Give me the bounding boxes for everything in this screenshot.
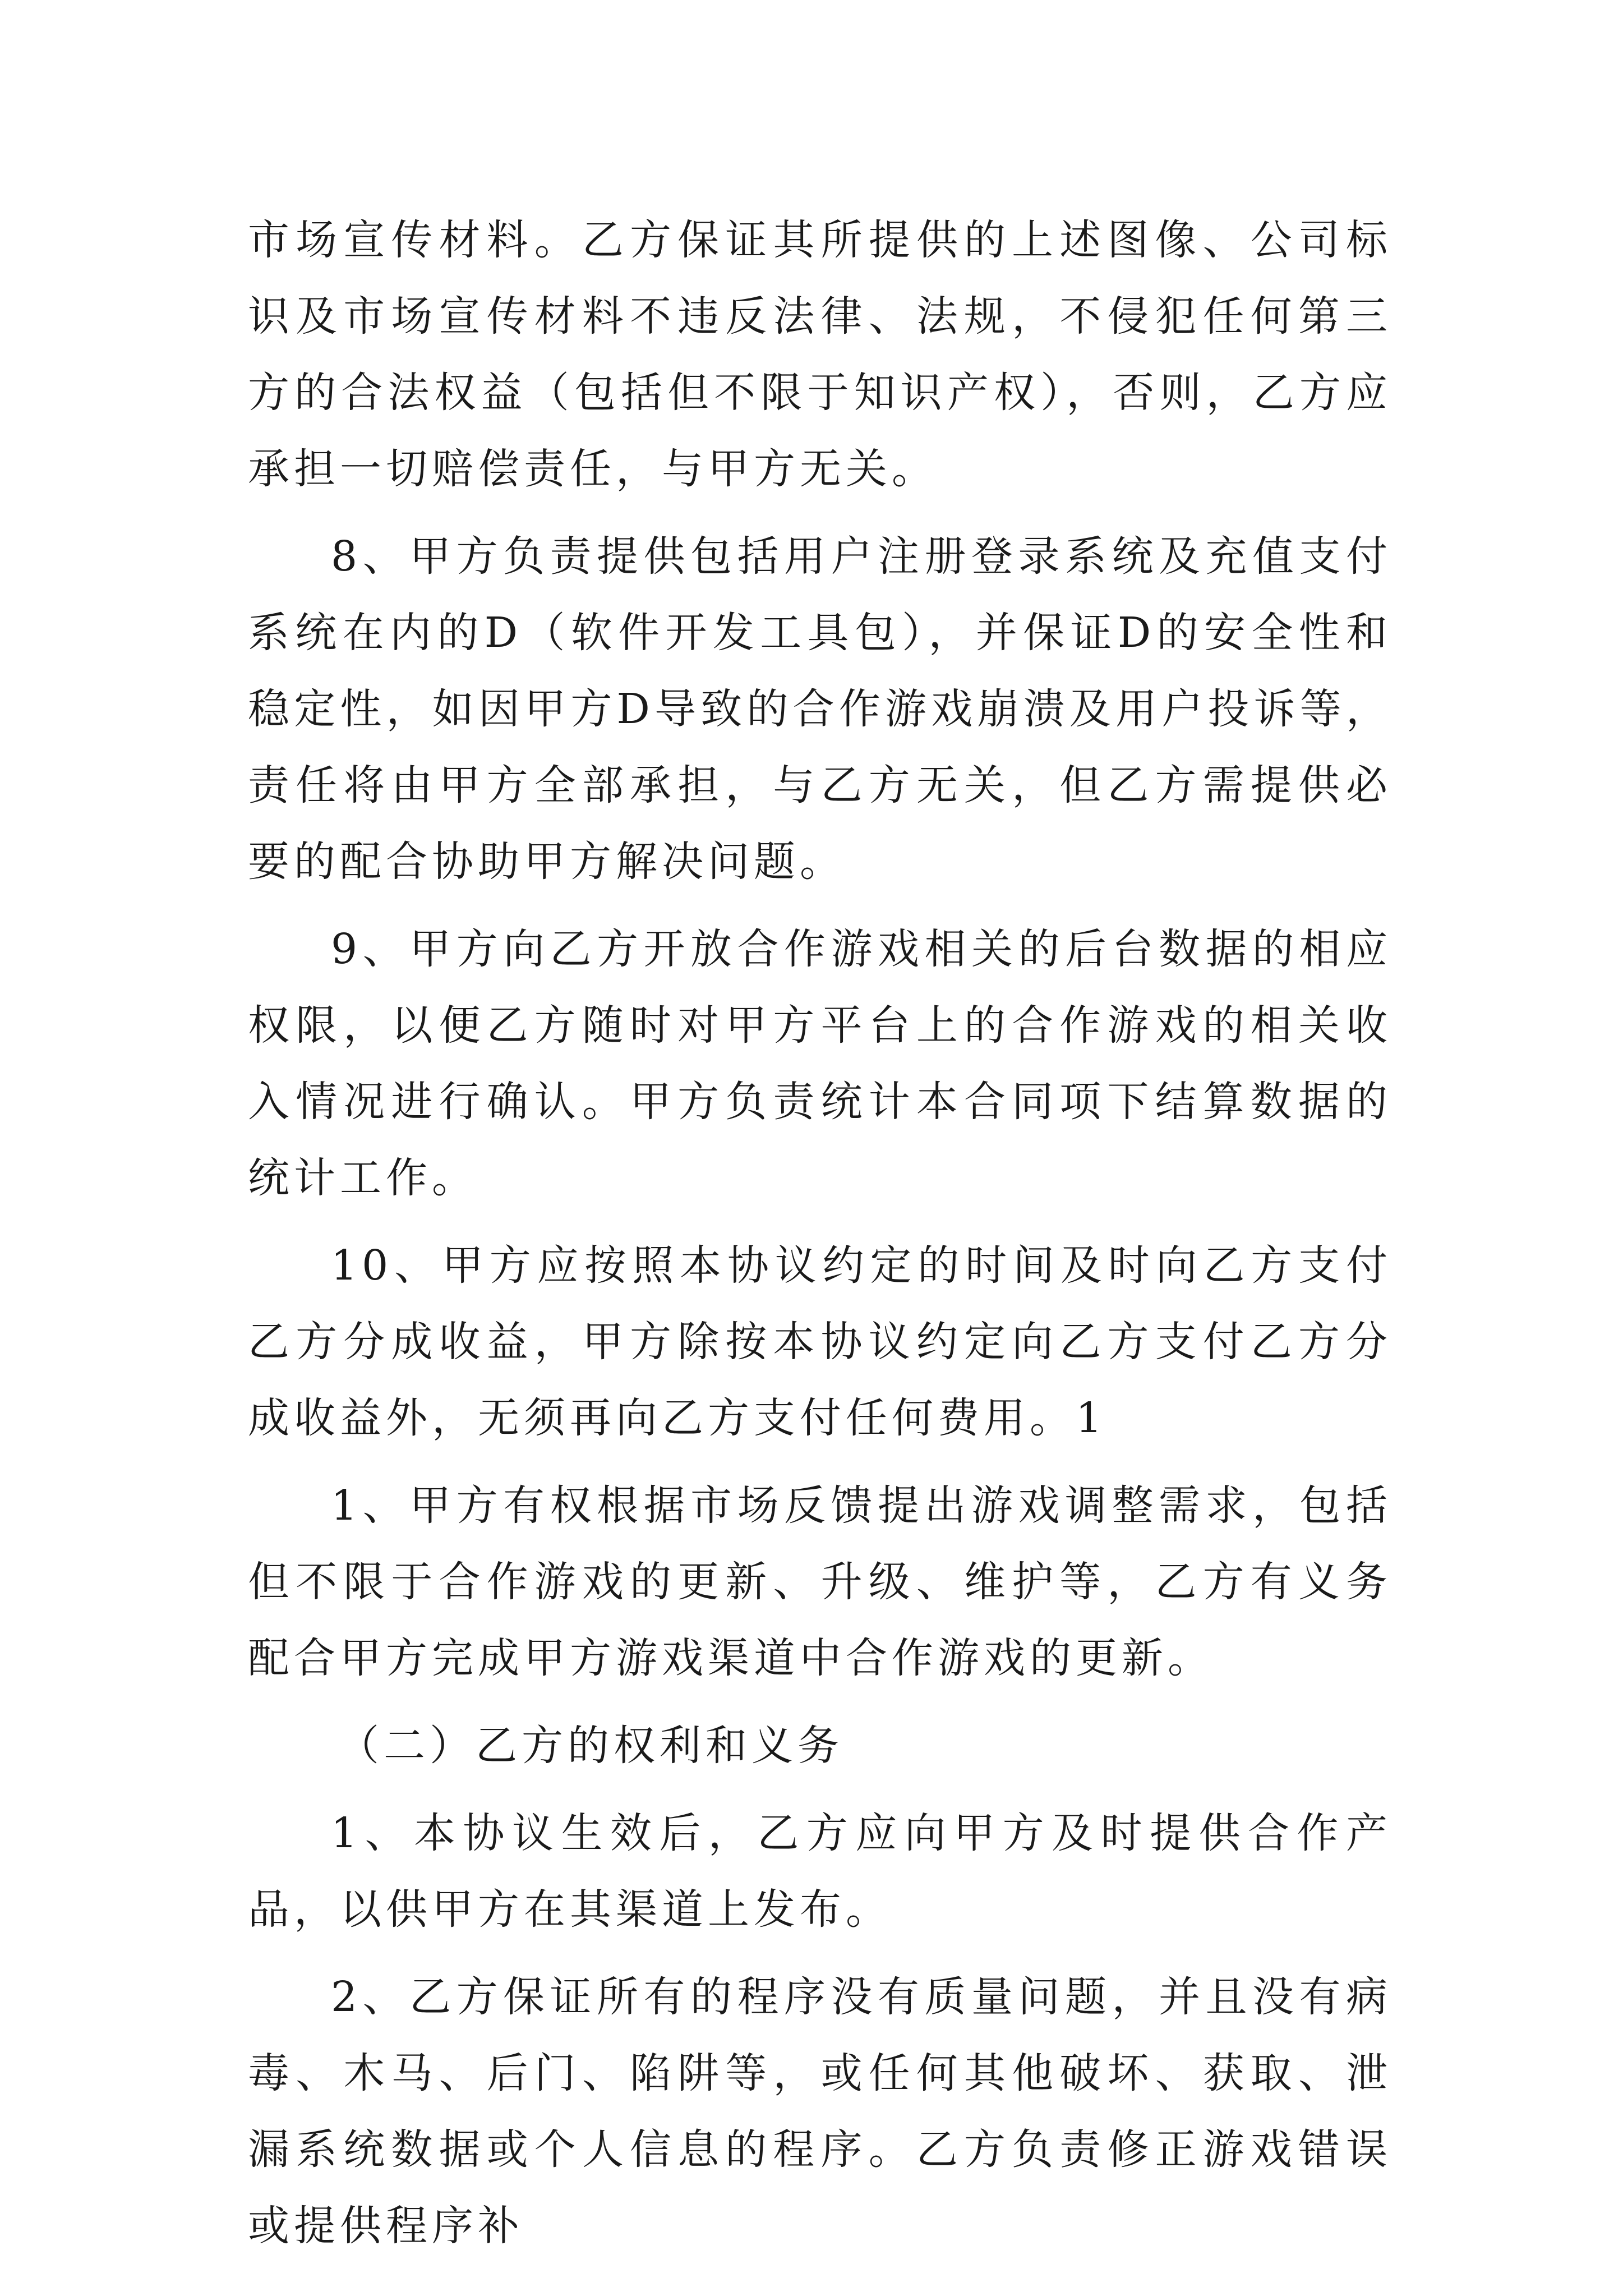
- paragraph-clause-8: 8、甲方负责提供包括用户注册登录系统及充值支付系统在内的D（软件开发工具包），并保证D的安全性和稳定性，如因甲方D导致的合作游戏崩溃及用户投诉等，责任将由甲方全部承担，与乙方无关，但乙方需提供必要的配合协助甲方解决问题。: [248, 532, 1392, 886]
- paragraph-clause-9: 9、甲方向乙方开放合作游戏相关的后台数据的相应权限，以便乙方随时对甲方平台上的合作游戏的相关收入情况进行确认。甲方负责统计本合同项下结算数据的统计工作。: [248, 925, 1392, 1202]
- document-body: [248, 202, 1392, 2264]
- paragraph-b-clause-2: 2、乙方保证所有的程序没有质量问题，并且没有病毒、木马、后门、陷阱等，或任何其他破坏、获取、泄漏系统数据或个人信息的程序。乙方负责修正游戏错误或提供程序补: [248, 1973, 1392, 2250]
- section-heading-party-b: （二）乙方的权利和义务: [338, 1722, 843, 1770]
- paragraph-b-clause-1: 1、本协议生效后，乙方应向甲方及时提供合作产品，以供甲方在其渠道上发布。: [248, 1809, 1392, 1934]
- paragraph-clause-11: 1、甲方有权根据市场反馈提出游戏调整需求，包括但不限于合作游戏的更新、升级、维护等，乙方有义务配合甲方完成甲方游戏渠道中合作游戏的更新。: [248, 1481, 1392, 1682]
- paragraph-continued: 市场宣传材料。乙方保证其所提供的上述图像、公司标识及市场宣传材料不违反法律、法规，不侵犯任何第三方的合法权益（包括但不限于知识产权），否则，乙方应承担一切赔偿责任，与甲方无关。: [248, 216, 1392, 493]
- paragraph-clause-10: 10、甲方应按照本协议约定的时间及时向乙方支付乙方分成收益，甲方除按本协议约定向乙方支付乙方分成收益外，无须再向乙方支付任何费用。1: [248, 1241, 1392, 1442]
